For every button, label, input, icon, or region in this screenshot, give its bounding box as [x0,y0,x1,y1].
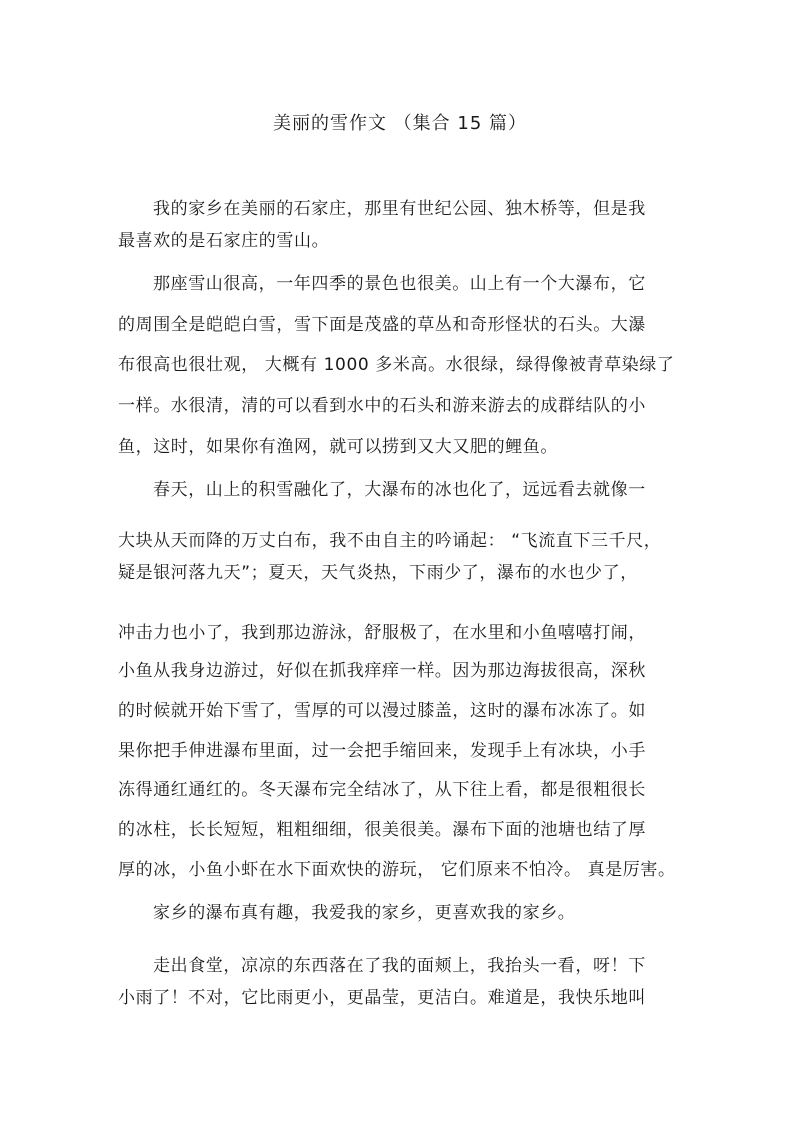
text-line: 鱼，这时，如果你有渔网，就可以捞到又大又肥的鲤鱼。 [118,437,558,457]
text-line: 的时候就开始下雪了，雪厚的可以漫过膝盖，这时的瀑布冰冻了。如 [118,701,646,721]
text-line: 大块从天而降的万丈白布，我不由自主的吟诵起： “飞流直下三千尺， [118,531,662,551]
text-line: 一样。水很清，清的可以看到水中的石头和游来游去的成群结队的小 [118,396,646,416]
text-line: 走出食堂，凉凉的东西落在了我的面颊上，我抬头一看，呀！下 [153,956,646,976]
text-line: 春天，山上的积雪融化了，大瀑布的冰也化了，远远看去就像一 [153,480,646,500]
text-line: 布很高也很壮观， 大概有 1000 多米高。水很绿，绿得像被青草染绿了 [118,355,675,375]
text-line: 冻得通红通红的。冬天瀑布完全结冰了，从下往上看，都是很粗很长 [118,780,646,800]
text-line: 疑是银河落九天”；夏天，天气炎热，下雨少了，瀑布的水也少了， [118,563,638,583]
text-line: 的周围全是皑皑白雪，雪下面是茂盛的草丛和奇形怪状的石头。大瀑 [118,315,646,335]
text-line: 我的家乡在美丽的石家庄，那里有世纪公园、独木桥等，但是我 [153,199,646,219]
text-line: 的冰柱，长长短短，粗粗细细，很美很美。瀑布下面的池塘也结了厚 [118,820,646,840]
text-line: 果你把手伸进瀑布里面，过一会把手缩回来，发现手上有冰块，小手 [118,741,646,761]
text-line: 冲击力也小了，我到那边游泳，舒服极了，在水里和小鱼嘻嘻打闹， [118,623,646,643]
text-line: 那座雪山很高，一年四季的景色也很美。山上有一个大瀑布，它 [153,274,646,294]
text-line: 小雨了！不对，它比雨更小，更晶莹，更洁白。难道是，我快乐地叫 [118,988,646,1008]
text-line: 最喜欢的是石家庄的雪山。 [118,231,330,251]
text-line: 小鱼从我身边游过，好似在抓我痒痒一样。因为那边海拔很高，深秋 [118,661,646,681]
text-line: 厚的冰，小鱼小虾在水下面欢快的游玩， 它们原来不怕冷。 真是厉害。 [118,860,676,880]
text-line: 家乡的瀑布真有趣，我爱我的家乡，更喜欢我的家乡。 [153,903,576,923]
document-title: 美丽的雪作文 （集合 15 篇） [272,113,528,134]
